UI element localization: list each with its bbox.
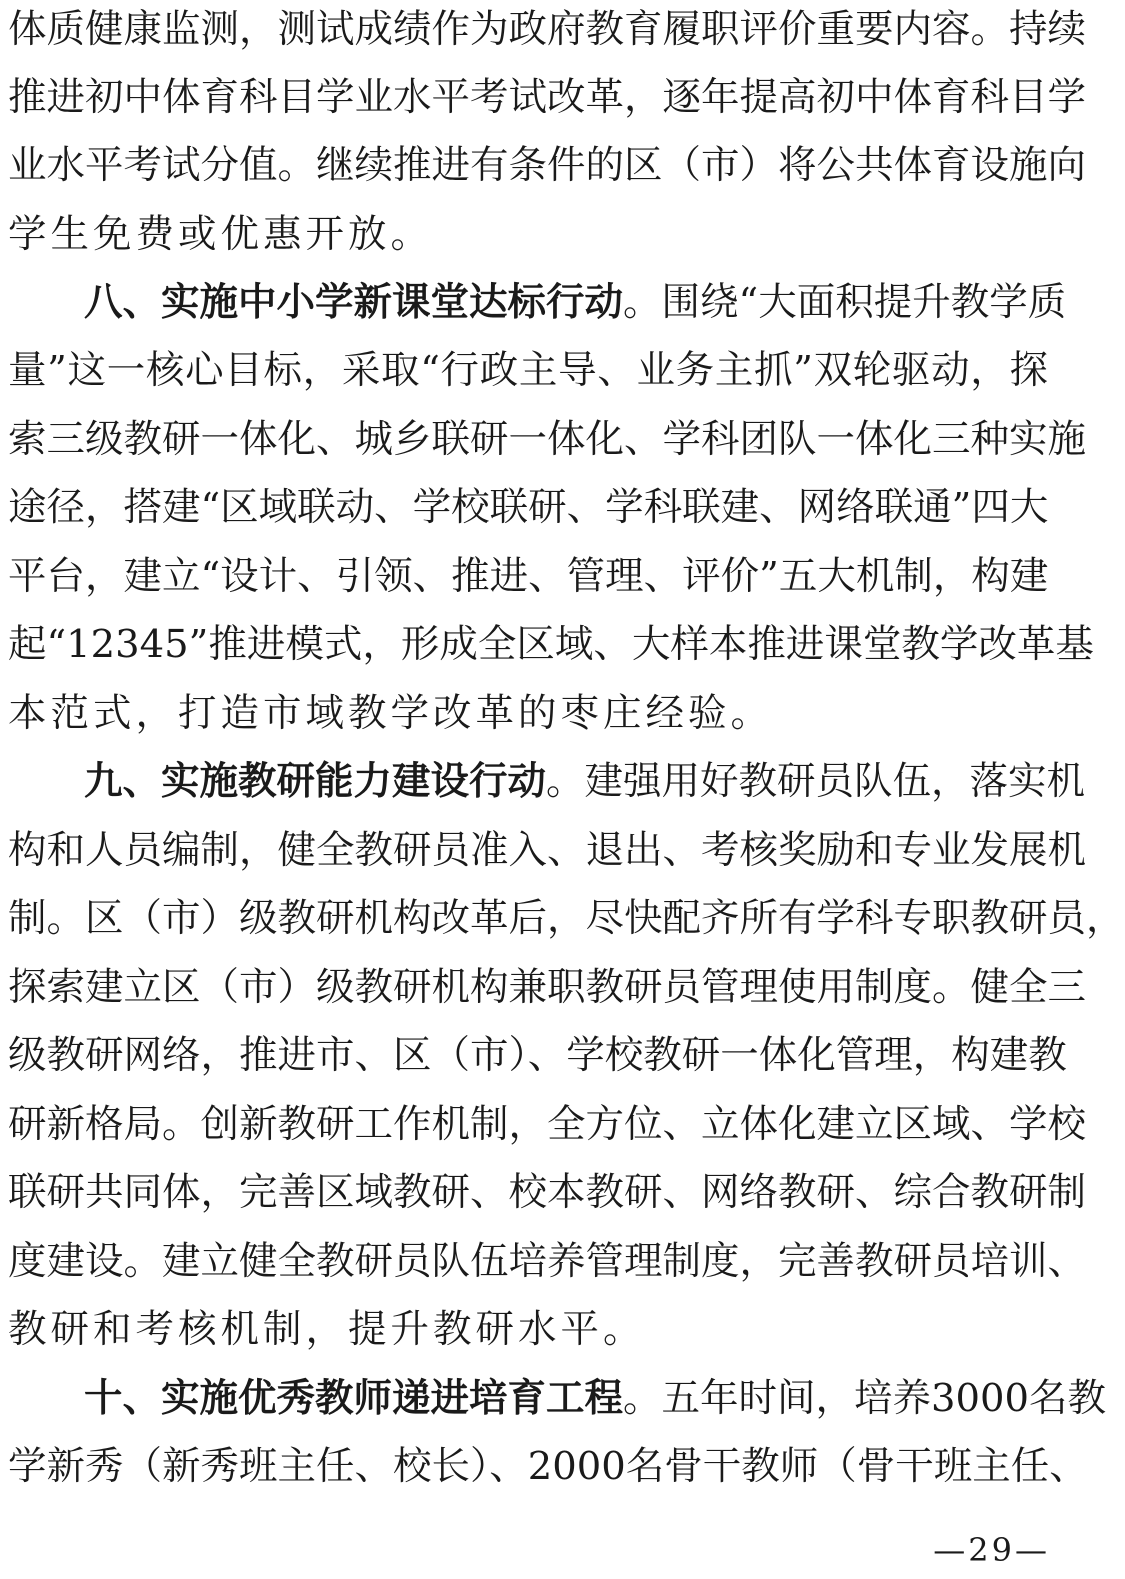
text-line: 平台，建立“设计、引领、推进、管理、评价”五大机制，构建 [8,554,1049,599]
text-line: 制。区（市）级教研机构改革后，尽快配齐所有学科专职教研员， [8,896,1125,941]
text-line: 研新格局。创新教研工作机制，全方位、立体化建立区域、学校 [8,1102,1087,1147]
text-line: 级教研网络，推进市、区（市）、学校教研一体化管理，构建教 [8,1033,1067,1078]
text-line: 教研和考核机制，提升教研水平。 [8,1307,646,1352]
text-line: 业水平考试分值。继续推进有条件的区（市）将公共体育设施向 [8,143,1087,188]
text-line: 联研共同体，完善区域教研、校本教研、网络教研、综合教研制 [8,1170,1087,1215]
page-number: —29— [933,1531,1050,1569]
text-line: 学新秀（新秀班主任、校长）、2000名骨干教师（骨干班主任、 [8,1444,1088,1489]
text-line: 学生免费或优惠开放。 [8,212,434,257]
section-heading: 十、实施优秀教师递进培育工程 [84,1376,624,1421]
paragraph-first-line [84,273,1067,333]
text-line: 量”这一核心目标，采取“行政主导、业务主抓”双轮驱动，探 [8,348,1048,393]
section-heading: 九、实施教研能力建设行动 [84,759,547,804]
text-line: 度建设。建立健全教研员队伍培养管理制度，完善教研员培训、 [8,1239,1087,1284]
text-line: 起“12345”推进模式，形成全区域、大样本推进课堂教学改革基 [8,622,1094,667]
text-line: 构和人员编制，健全教研员准入、退出、考核奖励和专业发展机 [8,828,1087,873]
text-line: 推进初中体育科目学业水平考试改革，逐年提高初中体育科目学 [8,75,1087,120]
text-line: 探索建立区（市）级教研机构兼职教研员管理使用制度。健全三 [8,965,1087,1010]
text-run: 。五年时间，培养3000名教 [623,1376,1106,1421]
text-run: 。建强用好教研员队伍，落实机 [546,759,1086,804]
text-run: 。围绕“大面积提升教学质 [623,280,1067,325]
text-line: 途径，搭建“区域联动、学校联研、学科联建、网络联通”四大 [8,485,1049,530]
paragraph-first-line [84,1369,1106,1429]
paragraph-first-line [84,752,1086,812]
text-line: 索三级教研一体化、城乡联研一体化、学科团队一体化三种实施 [8,417,1087,462]
text-line: 本范式，打造市域教学改革的枣庄经验。 [8,691,774,736]
text-line: 体质健康监测，测试成绩作为政府教育履职评价重要内容。持续 [8,7,1087,52]
section-heading: 八、实施中小学新课堂达标行动 [84,280,624,325]
